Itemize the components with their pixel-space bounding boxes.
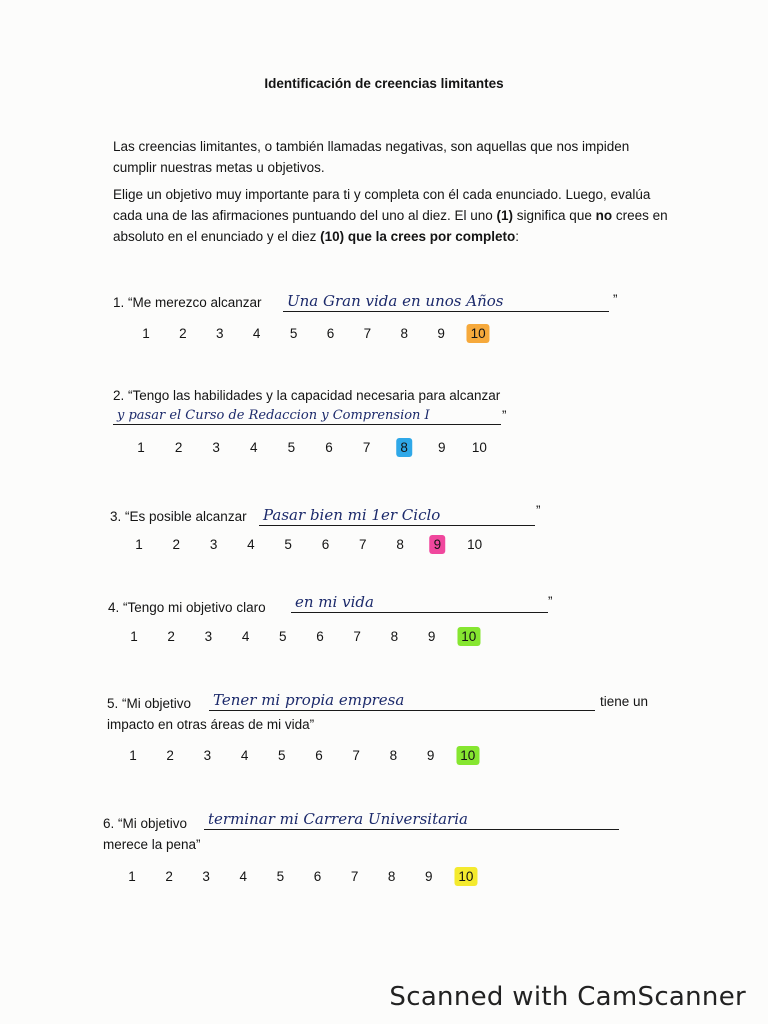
rating-option-2[interactable]: 2 bbox=[174, 440, 183, 455]
rating-option-6[interactable]: 6 bbox=[315, 748, 323, 763]
statement-2 bbox=[0, 387, 768, 497]
rating-option-5[interactable]: 5 bbox=[287, 440, 296, 455]
statement-2-prefix: 2. “Tengo las habilidades y la capacidad necesaria para alcanzar bbox=[113, 388, 501, 403]
statement-2-suffix: ” bbox=[502, 408, 507, 423]
rating-option-2[interactable]: 2 bbox=[167, 629, 175, 644]
rating-option-2[interactable]: 2 bbox=[172, 537, 181, 552]
rating-option-4[interactable]: 4 bbox=[250, 440, 258, 455]
statement-3-answer: Pasar bien mi 1er Ciclo bbox=[259, 506, 535, 526]
rating-option-6[interactable]: 6 bbox=[321, 537, 330, 552]
statement-6-prefix: 6. “Mi objetivo bbox=[103, 816, 188, 831]
statement-4-prefix: 4. “Tengo mi objetivo claro bbox=[108, 600, 266, 615]
rating-option-10-selected[interactable]: 10 bbox=[457, 627, 480, 646]
rating-option-5[interactable]: 5 bbox=[278, 748, 286, 763]
intro-text: Elige un objetivo muy importante para ti y completa con él cada enunciado. Luego, evalúa cada una de las afirmaciones puntuando del uno al diez. El uno bbox=[113, 187, 651, 223]
rating-option-4[interactable]: 4 bbox=[247, 537, 255, 552]
intro-paragraph-2 bbox=[113, 184, 673, 247]
rating-option-9[interactable]: 9 bbox=[438, 440, 446, 455]
intro-text: significa que bbox=[513, 208, 596, 223]
rating-option-5[interactable]: 5 bbox=[276, 869, 285, 884]
rating-option-3[interactable]: 3 bbox=[209, 537, 218, 552]
rating-option-8[interactable]: 8 bbox=[396, 537, 404, 552]
rating-option-10-selected[interactable]: 10 bbox=[467, 324, 490, 343]
rating-option-5[interactable]: 5 bbox=[279, 629, 287, 644]
rating-option-8-selected[interactable]: 8 bbox=[396, 438, 412, 457]
rating-option-4[interactable]: 4 bbox=[252, 326, 261, 341]
rating-option-8[interactable]: 8 bbox=[390, 629, 399, 644]
rating-option-2[interactable]: 2 bbox=[166, 748, 174, 763]
statement-3-suffix: ” bbox=[536, 503, 541, 518]
rating-option-9[interactable]: 9 bbox=[426, 748, 435, 763]
statement-3-prefix: 3. “Es posible alcanzar bbox=[110, 509, 247, 524]
rating-option-3[interactable]: 3 bbox=[216, 326, 224, 341]
rating-option-8[interactable]: 8 bbox=[387, 869, 396, 884]
statement-6-line2: merece la pena” bbox=[103, 837, 201, 852]
rating-option-1[interactable]: 1 bbox=[142, 326, 150, 341]
rating-option-6[interactable]: 6 bbox=[326, 326, 335, 341]
rating-option-7[interactable]: 7 bbox=[350, 869, 359, 884]
rating-option-1[interactable]: 1 bbox=[135, 537, 143, 552]
statement-5-prefix: 5. “Mi objetivo bbox=[107, 696, 192, 711]
rating-option-5[interactable]: 5 bbox=[289, 326, 298, 341]
intro-paragraph-1: Las creencias limitantes, o también llamadas negativas, son aquellas que nos impiden cumplir nuestras metas u objetivos. bbox=[113, 139, 630, 175]
rating-option-10-selected[interactable]: 10 bbox=[454, 867, 477, 886]
intro-bold-one: (1) bbox=[496, 208, 514, 223]
rating-option-6[interactable]: 6 bbox=[316, 629, 324, 644]
rating-option-6[interactable]: 6 bbox=[313, 869, 322, 884]
rating-option-3[interactable]: 3 bbox=[203, 748, 212, 763]
rating-option-4[interactable]: 4 bbox=[239, 869, 248, 884]
rating-option-7[interactable]: 7 bbox=[363, 326, 372, 341]
statement-2-answer: y pasar el Curso de Redaccion y Comprension I bbox=[113, 408, 501, 425]
page-title: Identificación de creencias limitantes bbox=[264, 76, 504, 91]
rating-option-7[interactable]: 7 bbox=[352, 748, 360, 763]
rating-option-9-selected[interactable]: 9 bbox=[430, 535, 446, 554]
rating-option-5[interactable]: 5 bbox=[284, 537, 292, 552]
rating-option-1[interactable]: 1 bbox=[130, 629, 138, 644]
rating-option-8[interactable]: 8 bbox=[389, 748, 398, 763]
statement-1 bbox=[0, 292, 768, 402]
rating-option-10[interactable]: 10 bbox=[471, 440, 487, 455]
statement-4-suffix: ” bbox=[548, 594, 553, 609]
statement-5-line2: impacto en otras áreas de mi vida” bbox=[107, 717, 315, 732]
rating-option-2[interactable]: 2 bbox=[179, 326, 187, 341]
statement-1-answer: Una Gran vida en unos Años bbox=[283, 292, 609, 312]
rating-option-7[interactable]: 7 bbox=[362, 440, 371, 455]
rating-option-9[interactable]: 9 bbox=[427, 629, 436, 644]
rating-option-1[interactable]: 1 bbox=[128, 869, 136, 884]
statement-1-prefix: 1. “Me merezco alcanzar bbox=[113, 295, 262, 310]
rating-option-6[interactable]: 6 bbox=[325, 440, 333, 455]
rating-option-1[interactable]: 1 bbox=[137, 440, 145, 455]
rating-option-7[interactable]: 7 bbox=[353, 629, 361, 644]
intro-text: : bbox=[515, 229, 519, 244]
rating-option-3[interactable]: 3 bbox=[204, 629, 213, 644]
intro-bold-no: no bbox=[595, 208, 613, 223]
camscanner-watermark: Scanned with CamScanner bbox=[389, 982, 746, 1012]
rating-option-8[interactable]: 8 bbox=[400, 326, 409, 341]
statement-1-suffix: ” bbox=[613, 292, 618, 307]
rating-option-7[interactable]: 7 bbox=[359, 537, 367, 552]
rating-option-9[interactable]: 9 bbox=[425, 869, 433, 884]
statement-5-answer: Tener mi propia empresa bbox=[209, 691, 595, 711]
intro-bold-ten: (10) que la crees por completo bbox=[320, 229, 516, 244]
rating-option-4[interactable]: 4 bbox=[240, 748, 249, 763]
rating-option-2[interactable]: 2 bbox=[165, 869, 173, 884]
statement-6 bbox=[0, 810, 768, 923]
intro-text: crees en absoluto en el enunciado y el diez bbox=[113, 208, 668, 244]
rating-option-10-selected[interactable]: 10 bbox=[456, 746, 479, 765]
statement-5 bbox=[0, 693, 768, 803]
rating-option-9[interactable]: 9 bbox=[437, 326, 445, 341]
rating-option-1[interactable]: 1 bbox=[129, 748, 137, 763]
rating-option-10[interactable]: 10 bbox=[467, 537, 483, 552]
rating-option-3[interactable]: 3 bbox=[202, 869, 210, 884]
rating-option-3[interactable]: 3 bbox=[212, 440, 220, 455]
rating-option-4[interactable]: 4 bbox=[241, 629, 250, 644]
statement-5-suffix: tiene un bbox=[600, 694, 649, 709]
statement-6-answer: terminar mi Carrera Universitaria bbox=[204, 810, 619, 830]
statement-4-answer: en mi vida bbox=[291, 593, 548, 613]
